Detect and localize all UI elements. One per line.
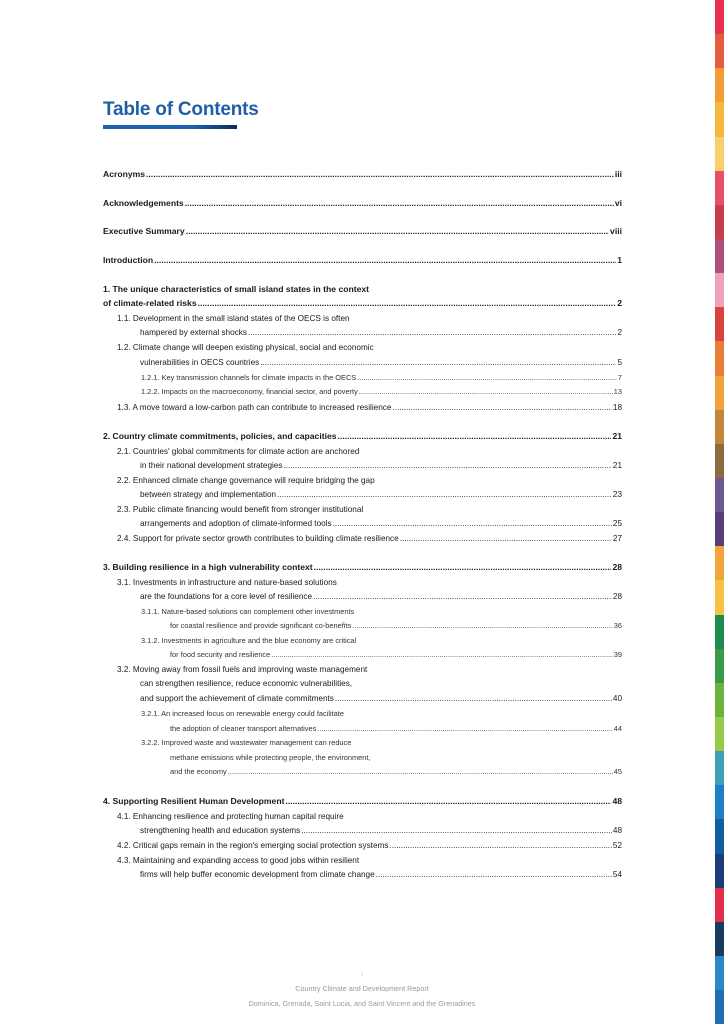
toc-entry-label: Introduction — [103, 255, 154, 265]
footer-countries: Dominica, Grenada, Saint Lucia, and Saint Vincent and the Grenadines — [248, 999, 476, 1008]
toc-entry-text: 2.2. Enhanced climate change governance will require bridging the gap — [117, 476, 375, 485]
leader-dots — [198, 297, 617, 310]
toc-page-number: 44 — [613, 724, 622, 733]
leader-dots — [185, 197, 614, 210]
leader-dots — [301, 824, 612, 837]
toc-entry[interactable] — [140, 488, 622, 501]
toc-entry-text: 1.1. Development in the small island states of the OECS is often — [117, 314, 350, 323]
toc-entry-text: 1.2. Climate change will deepen existing physical, social and economic — [117, 343, 374, 352]
toc-entry[interactable] — [140, 590, 622, 603]
toc-entry-text: can strengthen resilience, reduce economic vulnerabilities, — [140, 679, 353, 688]
toc-page-number: 28 — [612, 562, 622, 572]
toc-entry-label: vulnerabilities in OECS countries — [140, 358, 260, 367]
toc-entry-label: 1.2.2. Impacts on the macroeconomy, financial sector, and poverty — [141, 387, 358, 396]
toc-page-number: 39 — [613, 650, 622, 659]
toc-entry[interactable] — [141, 385, 622, 398]
toc-page-number: 28 — [612, 592, 622, 601]
toc-entry-label: hampered by external shocks — [140, 328, 247, 337]
leader-dots — [285, 795, 611, 808]
toc-page-number: 54 — [612, 870, 622, 879]
toc-page-number: 1 — [617, 255, 622, 265]
toc-entry[interactable] — [140, 824, 622, 837]
toc-entry-label: 1.2.1. Key transmission channels for climate impacts in the OECS — [141, 373, 357, 382]
toc-entry[interactable] — [103, 795, 622, 808]
leader-dots — [271, 648, 613, 661]
toc-entry-label: the adoption of cleaner transport alternatives — [170, 724, 317, 733]
toc-entry[interactable] — [103, 197, 622, 210]
toc-page-number: 52 — [612, 841, 622, 850]
toc-page-number: 36 — [613, 621, 622, 630]
toc-entry-text: 2.1. Countries' global commitments for climate action are anchored — [117, 447, 360, 456]
footer-report-title: Country Climate and Development Report — [295, 984, 429, 993]
toc-entry-label: firms will help buffer economic development from climate change — [140, 870, 375, 879]
toc-entry-text: 3.1.2. Investments in agriculture and the blue economy are critical — [141, 636, 357, 645]
leader-dots — [335, 692, 612, 705]
toc-page-number: 13 — [613, 387, 622, 396]
toc-entry[interactable] — [117, 839, 622, 852]
toc-entry-text: 2.3. Public climate financing would benefit from stronger institutional — [117, 505, 364, 514]
toc-entry[interactable] — [141, 371, 622, 384]
toc-entry[interactable] — [170, 722, 622, 735]
toc-page-number: 27 — [612, 534, 622, 543]
toc-entry-label: arrangements and adoption of climate-informed tools — [140, 519, 332, 528]
toc-entry[interactable] — [103, 225, 622, 238]
toc-page-number: 25 — [612, 519, 622, 528]
toc-entry-label: and support the achievement of climate commitments — [140, 694, 334, 703]
toc-entry[interactable] — [140, 517, 622, 530]
toc-entry-text: 3.2.1. An increased focus on renewable energy could facilitate — [141, 709, 344, 718]
leader-dots — [313, 590, 612, 603]
toc-entry-text: 3.2.2. Improved waste and wastewater management can reduce — [141, 738, 352, 747]
toc-page-number: 48 — [612, 796, 622, 806]
toc-entry-label: Executive Summary — [103, 226, 185, 236]
toc-entry[interactable] — [140, 868, 622, 881]
toc-entry-label: in their national development strategies — [140, 461, 283, 470]
toc-entry-label: 1.3. A move toward a low-carbon path can contribute to increased resilience — [117, 403, 392, 412]
leader-dots — [357, 371, 617, 384]
toc-entry-label: 2. Country climate commitments, policies, and capacities — [103, 431, 337, 441]
toc-page-number: vi — [614, 198, 622, 208]
toc-page-number: 45 — [613, 767, 622, 776]
toc-page-number: 18 — [612, 403, 622, 412]
toc-page-number: 5 — [617, 358, 622, 367]
leader-dots — [277, 488, 612, 501]
toc-entry-text: 4.1. Enhancing resilience and protecting human capital require — [117, 812, 344, 821]
toc-page-number: 2 — [617, 328, 622, 337]
toc-entry[interactable] — [170, 648, 622, 661]
toc-entry-label: are the foundations for a core level of resilience — [140, 592, 313, 601]
toc-entry[interactable] — [103, 254, 622, 267]
toc-entry[interactable] — [117, 401, 622, 414]
toc-entry-label: Acknowledgements — [103, 198, 184, 208]
toc-entry[interactable] — [103, 297, 622, 310]
toc-entry-label: Acronyms — [103, 169, 146, 179]
toc-entry[interactable] — [103, 430, 622, 443]
toc-page-number: 7 — [617, 373, 622, 382]
toc-entry[interactable] — [140, 356, 622, 369]
leader-dots — [186, 225, 609, 238]
toc-entry-label: between strategy and implementation — [140, 490, 277, 499]
toc-entry[interactable] — [140, 326, 622, 339]
toc-page-number: 48 — [612, 826, 622, 835]
toc-entry-label: 2.4. Support for private sector growth contributes to building climate resilience — [117, 534, 399, 543]
toc-entry-text: methane emissions while protecting people, the environment, — [170, 753, 371, 762]
leader-dots — [314, 561, 612, 574]
page-title: Table of Contents — [103, 99, 259, 120]
toc-entry-label: of climate-related risks — [103, 298, 197, 308]
leader-dots — [400, 532, 612, 545]
leader-dots — [392, 401, 611, 414]
toc-entry-label: for food security and resilience — [170, 650, 271, 659]
toc-page-number: 21 — [612, 431, 622, 441]
toc-page-number: 23 — [612, 490, 622, 499]
toc-entry[interactable] — [170, 619, 622, 632]
leader-dots — [283, 459, 611, 472]
toc-page-number: viii — [610, 226, 622, 236]
toc-entry[interactable] — [103, 168, 622, 181]
toc-entry-text: 4.3. Maintaining and expanding access to good jobs within resilient — [117, 856, 360, 865]
toc-page-number: 21 — [612, 461, 622, 470]
page-number: i — [361, 972, 363, 978]
leader-dots — [352, 619, 613, 632]
leader-dots — [260, 356, 616, 369]
leader-dots — [338, 430, 612, 443]
leader-dots — [154, 254, 616, 267]
leader-dots — [146, 168, 614, 181]
toc-entry[interactable] — [140, 459, 622, 472]
toc-entry-text: 3.1.1. Nature-based solutions can complement other investments — [141, 607, 355, 616]
toc-entry-label: and the economy — [170, 767, 227, 776]
leader-dots — [333, 517, 612, 530]
toc-entry-label: strengthening health and education systems — [140, 826, 301, 835]
leader-dots — [248, 326, 616, 339]
leader-dots — [389, 839, 611, 852]
toc-entry-label: for coastal resilience and provide significant co-benefits — [170, 621, 352, 630]
leader-dots — [359, 385, 613, 398]
leader-dots — [317, 722, 613, 735]
toc-entry-label: 3. Building resilience in a high vulnerability context — [103, 562, 313, 572]
toc-entry[interactable] — [103, 561, 622, 574]
toc-entry-text: 3.1. Investments in infrastructure and nature-based solutions — [117, 578, 337, 587]
toc-page-number: 2 — [617, 298, 622, 308]
toc-entry-label: 4. Supporting Resilient Human Development — [103, 796, 285, 806]
toc-entry[interactable] — [140, 692, 622, 705]
leader-dots — [376, 868, 612, 881]
toc-page-number: 40 — [612, 694, 622, 703]
toc-entry-text: 1. The unique characteristics of small island states in the context — [103, 284, 370, 294]
toc-page-number: iii — [614, 169, 622, 179]
toc-entry[interactable] — [117, 532, 622, 545]
toc-entry-label: 4.2. Critical gaps remain in the region's emerging social protection systems — [117, 841, 389, 850]
leader-dots — [228, 765, 613, 778]
toc-entry-text: 3.2. Moving away from fossil fuels and improving waste management — [117, 665, 368, 674]
toc-entry[interactable] — [170, 765, 622, 778]
